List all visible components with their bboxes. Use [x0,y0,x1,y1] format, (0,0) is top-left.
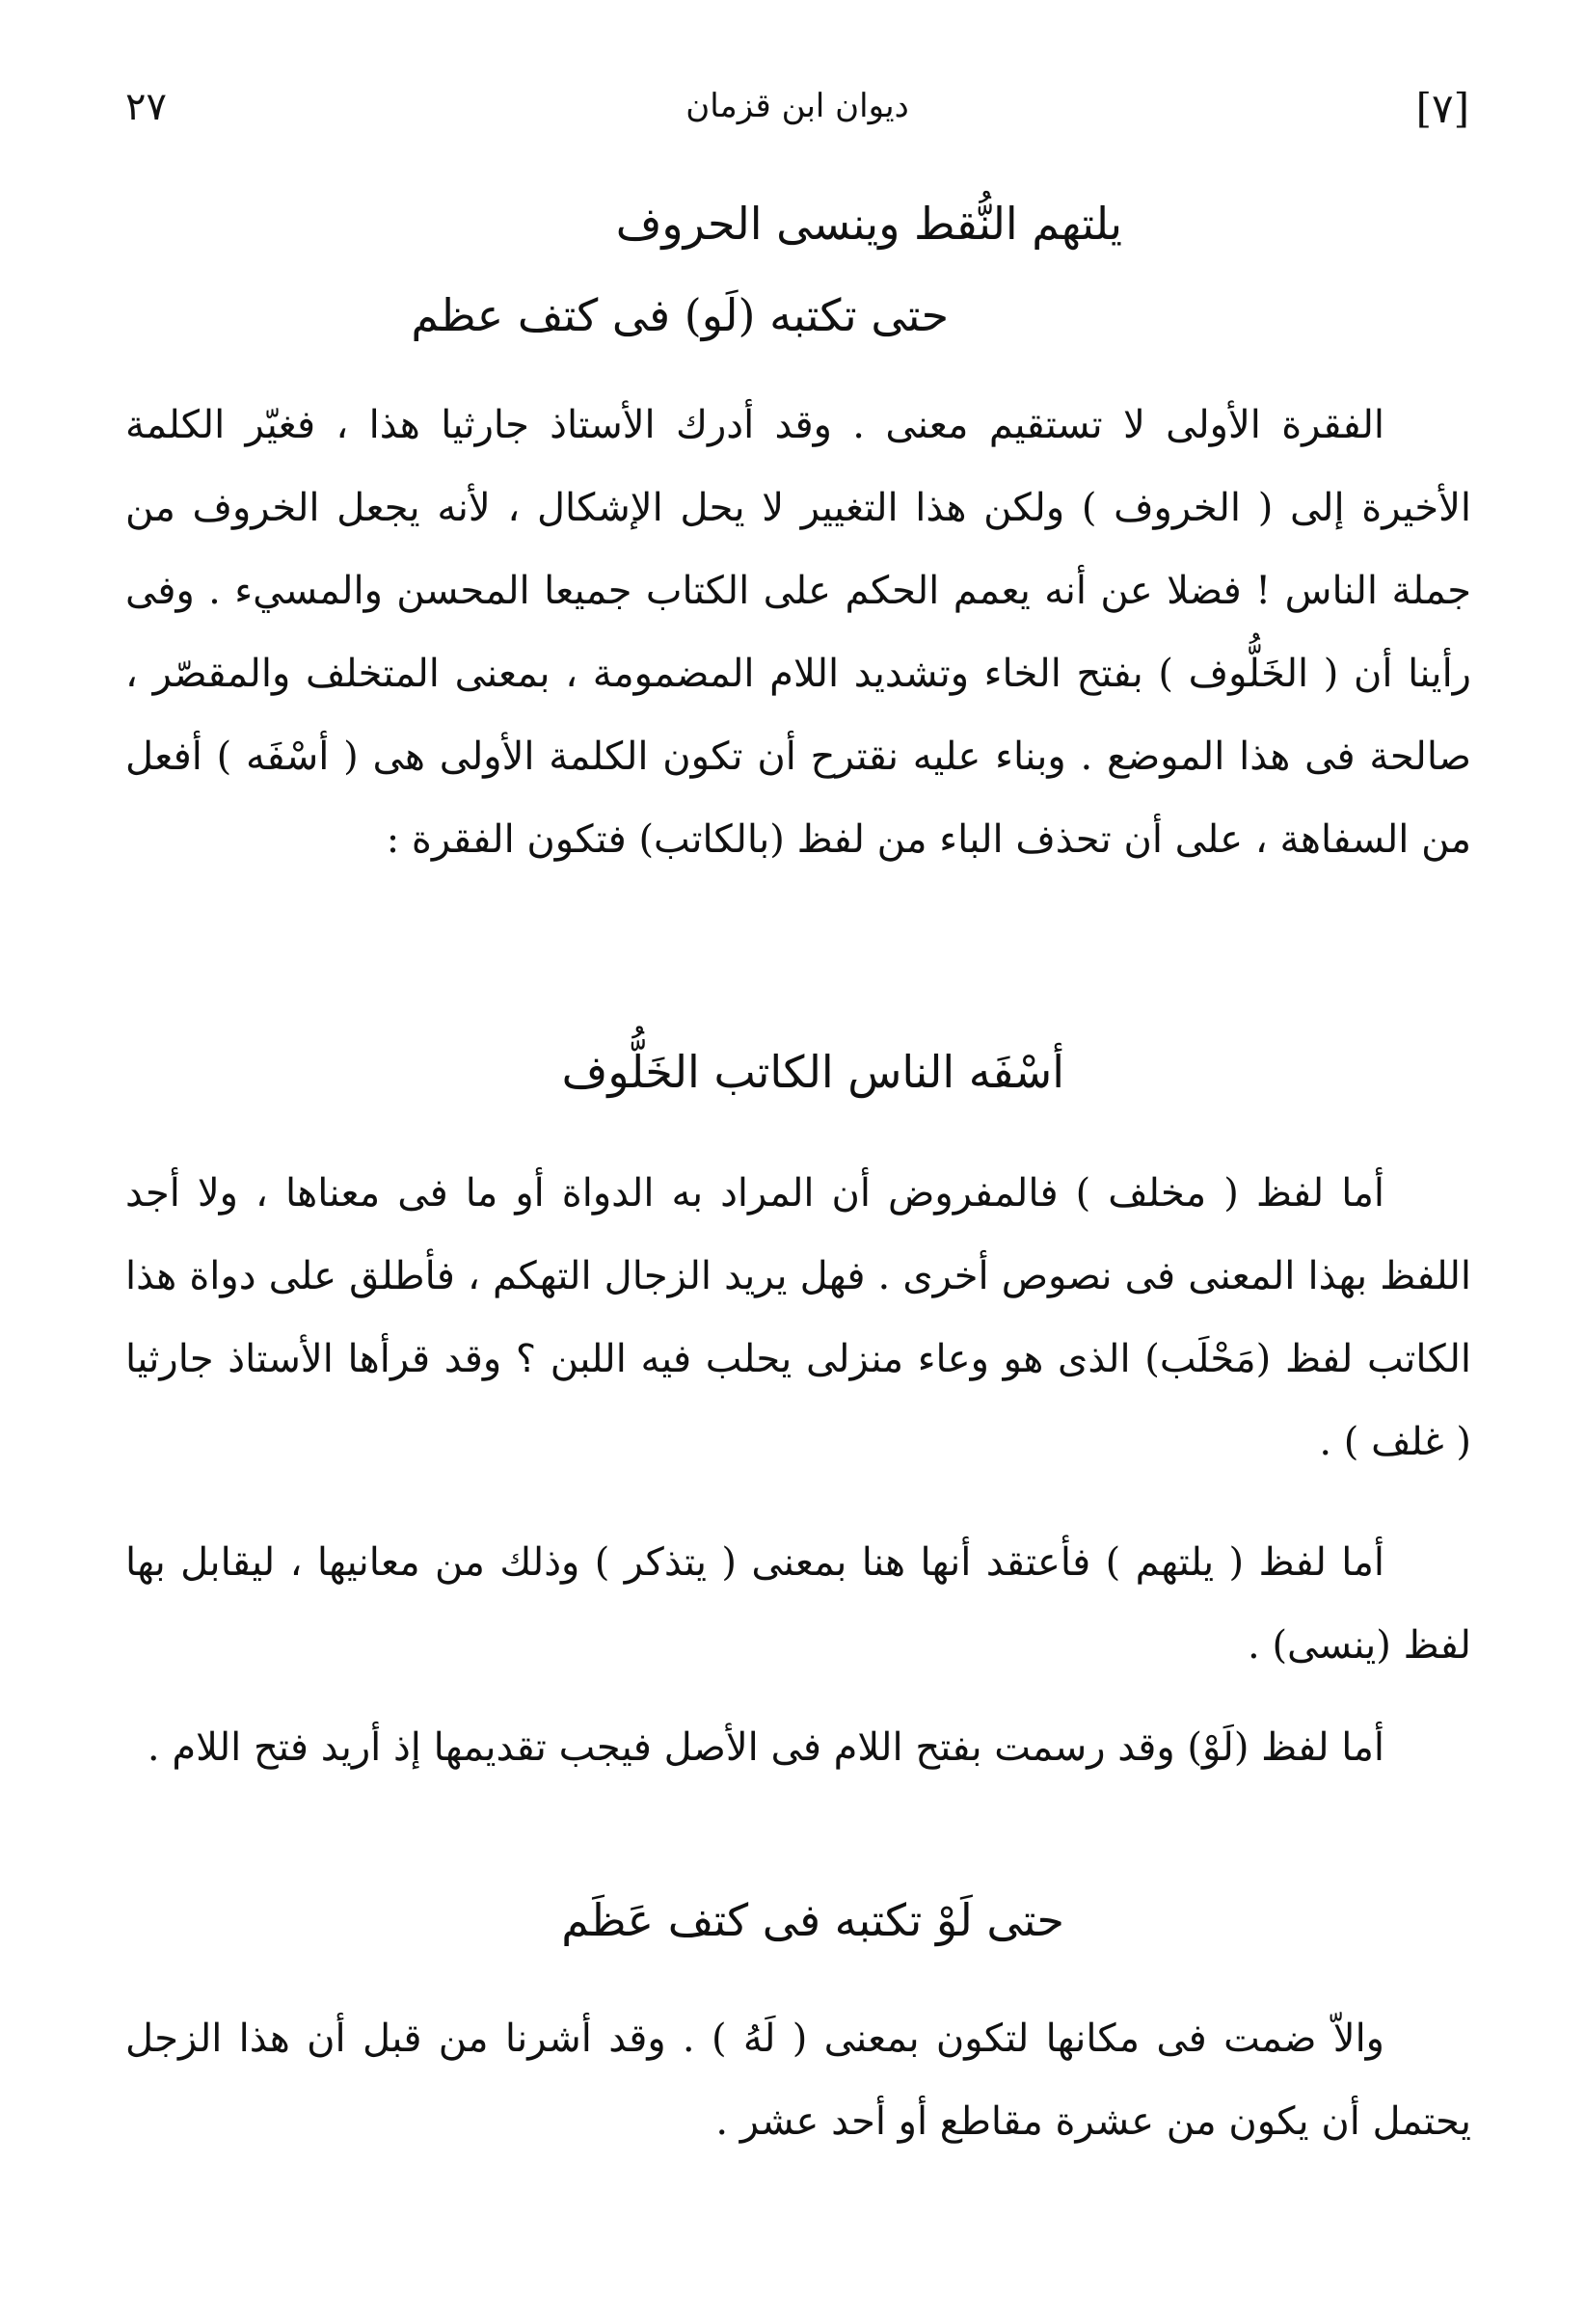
paragraph-3: أما لفظ ( يلتهم ) فأعتقد أنها هنا بمعنى ( يتذكر ) وذلك من معانيها ، ليقابل بها لفظ (ينسى) . [125,1540,1471,1668]
verse-line-1: يلتهم النُّقط وينسى الحروف [615,198,1122,250]
running-title: ديوان ابن قزمان [685,87,909,125]
page-header [125,85,1469,143]
verse-quoted: أسْفَه الناس الكاتب الخَلُّوف [561,1046,1064,1098]
section-number: [٧] [1415,85,1469,132]
paragraph-1: الفقرة الأولى لا تستقيم معنى . وقد أدرك الأستاذ جارثيا هذا ، فغيّر الكلمة الأخيرة إلى ( الخروف ) ولكن هذا التغيير لا يحل الإشكال ، لأنه يجعل الخروف من جملة الناس ! فضلا عن أنه يعمم الحكم على الكتاب جميعا المحسن والمسيء . وفى رأينا أن ( الخَلُّوف ) بفتح الخاء وتشديد اللام المضمومة ، بمعنى المتخلف والمقصّر ، صالحة فى هذا الموضع . وبناء عليه نقترح أن تكون الكلمة الأولى هى ( أسْفَه ) أفعل من السفاهة ، على أن تحذف الباء من لفظ (بالكاتب) فتكون الفقرة : [125,403,1472,862]
verse-line-2: حتى تكتبه (لَو) فى كتف عظم [411,289,949,341]
paragraph-2: أما لفظ ( مخلف ) فالمفروض أن المراد به الدواة أو ما فى معناها ، ولا أجد اللفظ بهذا المعنى فى نصوص أخرى . فهل يريد الزجال التهكم ، فأطلق على دواة هذا الكاتب لفظ (مَحْلَب) الذى هو وعاء منزلى يحلب فيه اللبن ؟ وقد قرأها الأستاذ جارثيا ( غلف ) . [125,1171,1471,1464]
verse-quoted-2: حتى لَوْ تكتبه فى كتف عَظَم [561,1894,1064,1946]
paragraph-5: والاّ ضمت فى مكانها لتكون بمعنى ( لَهُ ) . وقد أشرنا من قبل أن هذا الزجل يحتمل أن يكون من عشرة مقاطع أو أحد عشر . [125,2017,1471,2144]
page-number: ٢٧ [125,85,167,129]
paragraph-4: أما لفظ (لَوْ) وقد رسمت بفتح اللام فى الأصل فيجب تقديمها إذ أريد فتح اللام . [147,1725,1384,1770]
